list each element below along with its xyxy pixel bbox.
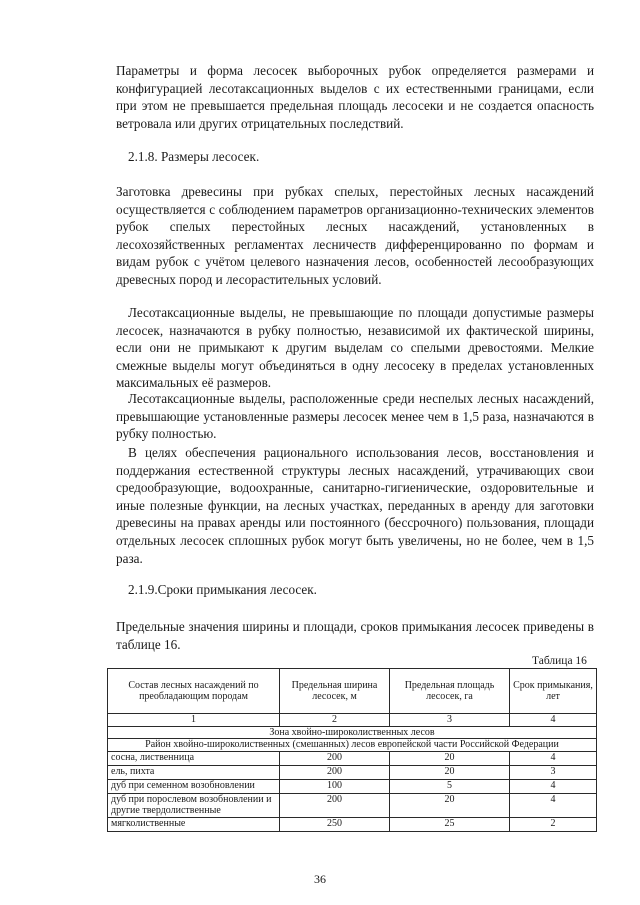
species-cell: дуб при порослевом возобновлении и другие твердолиственные (108, 793, 280, 817)
width-cell: 200 (280, 793, 390, 817)
term-cell: 4 (510, 793, 597, 817)
table-row (108, 751, 597, 765)
zone-label: Зона хвойно-широколиственных лесов (108, 726, 597, 739)
area-cell: 20 (390, 751, 510, 765)
term-cell: 3 (510, 765, 597, 779)
term-cell: 4 (510, 779, 597, 793)
table-zone-row (108, 726, 597, 739)
species-cell: мягколиственные (108, 817, 280, 831)
page-number: 36 (314, 872, 326, 886)
paragraph-forms: Параметры и форма лесосек выборочных рубок определяется размерами и конфигурацией лесотаксационных выделов с их естественными границами, если при этом не превышается предельная площадь лесосеки и не создается опасность ветровала или других отрицательных последствий. (116, 63, 594, 131)
table-region-row (108, 739, 597, 752)
column-number: 1 (108, 714, 280, 727)
header-term: Срок примыкания, лет (510, 669, 597, 714)
table-row (108, 793, 597, 817)
width-cell: 100 (280, 779, 390, 793)
area-cell: 20 (390, 765, 510, 779)
paragraph-harvesting: Заготовка древесины при рубках спелых, перестойных лесных насаждений осуществляется с соблюдением параметров организационно-технических элементов рубок спелых перестойных лесных насаждений, установленных в лесохозяйственных регламентах лесничеств дифференцированно по формам и видам рубок с учётом целевого назначения лесов, особенностей лесообразующих древесных пород и лесорастительных условий. (116, 184, 594, 287)
term-cell: 2 (510, 817, 597, 831)
table-row (108, 779, 597, 793)
column-number: 2 (280, 714, 390, 727)
header-area: Предельная площадь лесосек, га (390, 669, 510, 714)
area-cell: 5 (390, 779, 510, 793)
column-number: 4 (510, 714, 597, 727)
column-number: 3 (390, 714, 510, 727)
term-cell: 4 (510, 751, 597, 765)
width-cell: 200 (280, 765, 390, 779)
section-heading-adjacency: 2.1.9.Сроки примыкания лесосек. (128, 582, 317, 597)
paragraph-purposes: В целях обеспечения рационального использования лесов, восстановления и поддержания естественной структуры лесных насаждений, утрачивающих свои средообразующие, водоохранные, санитарно-гигиенические, оздоровительные и иные полезные функции, на лесных участках, переданных в аренду для заготовки древесины на правах аренды или постоянного (бессрочного) пользования, площади отдельных лесосек сплошных рубок могут быть увеличены, но не более, чем в 1,5 раза. (116, 445, 594, 566)
header-composition: Состав лесных насаждений по преобладающим породам (108, 669, 280, 714)
table-row (108, 765, 597, 779)
width-cell: 250 (280, 817, 390, 831)
area-cell: 20 (390, 793, 510, 817)
table-row (108, 817, 597, 831)
species-cell: ель, пихта (108, 765, 280, 779)
region-label: Район хвойно-широколиственных (смешанных) лесов европейской части Российской Федерации (108, 739, 597, 752)
area-cell: 25 (390, 817, 510, 831)
table-header-row (108, 669, 597, 714)
table-caption: Таблица 16 (532, 655, 587, 667)
limits-table (107, 668, 597, 832)
species-cell: сосна, лиственница (108, 751, 280, 765)
width-cell: 200 (280, 751, 390, 765)
paragraph-allotments: Лесотаксационные выделы, не превышающие по площади допустимые размеры лесосек, назначаются в рубку полностью, независимой их фактической ширины, если они не примыкают к другим выделам со спелыми древостоями. Мелкие смежные выделы могут объединяться в одну лесосеку в пределах установленных максимальных её размеров. (116, 305, 594, 391)
paragraph-table-intro: Предельные значения ширины и площади, сроков примыкания лесосек приведены в таблице 16. (116, 619, 594, 652)
section-heading-sizes: 2.1.8. Размеры лесосек. (128, 149, 260, 164)
header-width: Предельная ширина лесосек, м (280, 669, 390, 714)
paragraph-immature: Лесотаксационные выделы, расположенные среди неспелых лесных насаждений, превышающие установленные размеры лесосек менее чем в 1,5 раза, назначаются в рубку полностью. (116, 391, 594, 442)
species-cell: дуб при семенном возобновлении (108, 779, 280, 793)
table-number-row (108, 714, 597, 727)
